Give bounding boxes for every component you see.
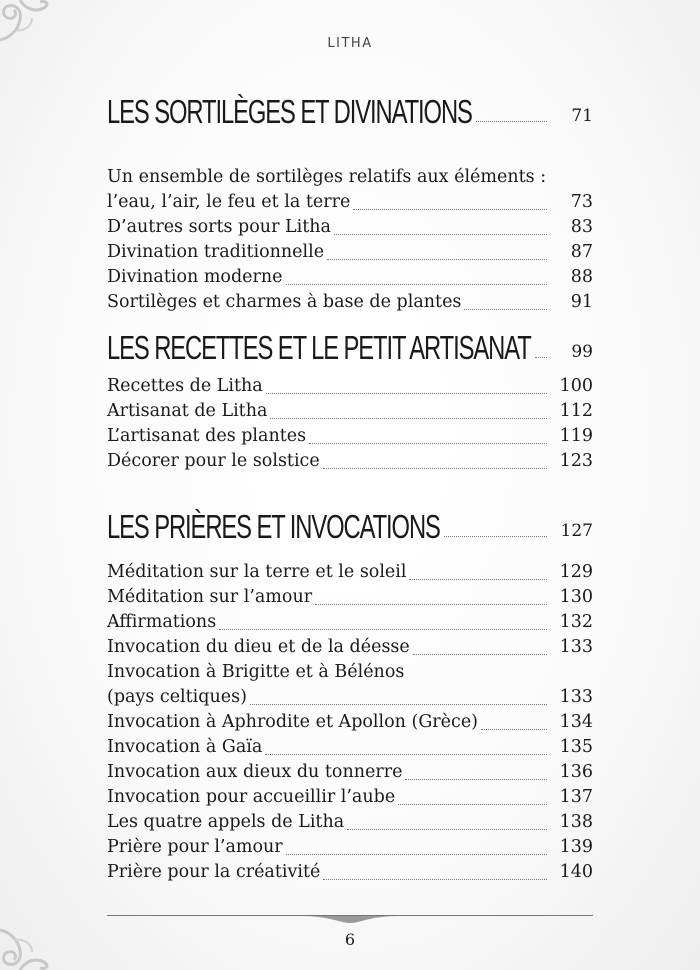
dot-leader [270,418,547,419]
toc-entry-page: 87 [570,242,593,262]
toc-entry-page: 119 [559,426,593,446]
toc-entry-title: Divination moderne [107,267,283,287]
toc-entry [107,449,593,474]
section-title-text: LES RECETTES ET LE PETIT ARTISANAT [107,329,531,366]
toc-entry [107,710,593,735]
toc-entry-page: 138 [559,812,593,832]
toc-entry [107,399,593,424]
toc-entry-page: 140 [559,862,593,882]
toc-entry-title: l’eau, l’air, le feu et la terre [107,192,351,212]
toc-entry-page: 137 [559,787,593,807]
dot-leader [266,393,547,394]
page-number: 6 [344,930,356,949]
section-page-number: 71 [571,106,593,126]
dot-leader [353,209,547,210]
toc-entry-title: Affirmations [107,612,217,632]
toc-entry [107,760,593,785]
toc-entry-page: 73 [570,192,593,212]
dot-leader [464,309,547,310]
dot-leader [265,754,547,755]
toc-entry [107,190,593,215]
toc-entry-page: 123 [559,451,593,471]
toc-entry [107,265,593,290]
dot-leader [334,234,547,235]
toc-entry-line: Invocation à Brigitte et à Bélénos [107,662,405,682]
dot-leader [476,121,547,122]
toc-entry-line: Un ensemble de sortilèges relatifs aux éléments : [107,167,547,187]
toc-entry [107,240,593,265]
dot-leader [347,829,547,830]
toc-entry [107,374,593,399]
toc-entry-page: 91 [570,292,593,312]
toc-entry-title: Prière pour l’amour [107,837,283,857]
toc-entry-page: 135 [559,737,593,757]
toc-entry-title: Invocation à Gaïa [107,737,263,757]
dot-leader [309,443,547,444]
toc-entry-title: Invocation à Aphrodite et Apollon (Grèce) [107,712,479,732]
toc-entry [107,735,593,760]
toc-entry [107,685,593,710]
toc-entry-page: 100 [559,376,593,396]
toc-entry-title: Sortilèges et charmes à base de plantes [107,292,462,312]
toc-entry-title: D’autres sorts pour Litha [107,217,331,237]
dot-leader [327,259,547,260]
toc-entry-page: 133 [559,637,593,657]
toc-entry-title: Invocation aux dieux du tonnerre [107,762,403,782]
toc-entry-page: 83 [570,217,593,237]
section-page-number: 127 [560,521,593,541]
toc-entry-page: 134 [559,712,593,732]
dot-leader [409,579,547,580]
dot-leader [398,804,547,805]
section-title-text: LES SORTILÈGES ET DIVINATIONS [107,93,472,130]
toc-entry [107,610,593,635]
toc-entry-page: 112 [559,401,593,421]
section-page-number: 99 [571,342,593,362]
toc-entry-page: 130 [559,587,593,607]
toc-entry [107,215,593,240]
toc-entry-title: Décorer pour le solstice [107,451,320,471]
toc-entry [107,810,593,835]
toc-entry [107,424,593,449]
toc-entry [107,785,593,810]
toc-entry [107,835,593,860]
dot-leader [535,357,547,358]
toc-entry-title: Recettes de Litha [107,376,263,396]
toc-entry-title: (pays celtiques) [107,687,247,707]
dot-leader [481,729,547,730]
toc-entry-page: 132 [559,612,593,632]
dot-leader [286,284,548,285]
toc-entry [107,585,593,610]
section-heading [107,324,593,364]
toc-entry [107,635,593,660]
dot-leader [219,629,547,630]
section-heading [107,503,593,543]
section-title-text: LES PRIÈRES ET INVOCATIONS [107,508,440,545]
corner-ornament-top-left [0,0,60,60]
dot-leader [250,704,547,705]
dot-leader [323,468,547,469]
running-header: LITHA [327,36,373,51]
toc-entry-title: Prière pour la créativité [107,862,321,882]
dot-leader [323,879,547,880]
toc-entry-page: 136 [559,762,593,782]
toc-entry-page: 139 [559,837,593,857]
toc-entry-title: Méditation sur l’amour [107,587,313,607]
toc-entry-title: Méditation sur la terre et le soleil [107,562,407,582]
toc-entry-page: 133 [559,687,593,707]
dot-leader [286,854,547,855]
footer-ornament [300,916,400,924]
dot-leader [405,779,547,780]
toc-entry-page: 129 [559,562,593,582]
toc-entry-page: 88 [570,267,593,287]
toc-entry-title: Artisanat de Litha [107,401,268,421]
toc-entry-title: Divination traditionnelle [107,242,325,262]
dot-leader [413,654,547,655]
toc-entry-title: Les quatre appels de Litha [107,812,345,832]
toc-entry [107,290,593,315]
toc-entry-title: Invocation du dieu et de la déesse [107,637,410,657]
section-heading [107,88,593,128]
toc-entry-title: Invocation pour accueillir l’aube [107,787,396,807]
dot-leader [315,604,547,605]
toc-entry [107,560,593,585]
dot-leader [444,536,547,537]
toc-entry [107,860,593,885]
toc-entry-title: L’artisanat des plantes [107,426,307,446]
